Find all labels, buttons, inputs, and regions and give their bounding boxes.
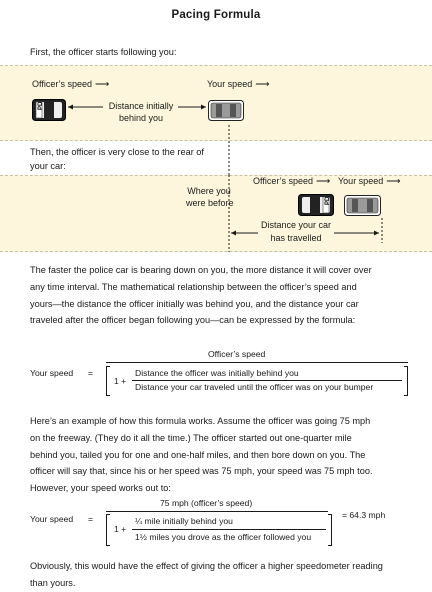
where-you-were-label: Where you were before [186, 186, 234, 208]
then-text: Then, the officer is very close to the rear of your car: [30, 147, 204, 171]
formula-2-inner-denominator: 1½ miles you drove as the officer followed you [135, 532, 312, 542]
formula-1-inner-fraction-bar [132, 380, 402, 381]
formula-1-bracket-right [404, 366, 408, 396]
formula-1-numerator: Officer’s speed [208, 349, 266, 359]
paragraph-3: Obviously, this would have the effect of giving the officer a higher speedometer reading than yours. [30, 561, 383, 588]
police-marking: PD [325, 196, 331, 205]
distance-travelled-label: Distance your car has travelled [260, 220, 332, 243]
formula-1-lhs: Your speed [30, 368, 74, 378]
formula-2-inner-fraction-bar [132, 529, 326, 530]
formula-2-numerator: 75 mph (officer’s speed) [160, 498, 253, 508]
paragraph-2: Here’s an example of how this formula works. Assume the officer was going 75 mph on the freeway. (They do it all the time.) The officer started out one-quarter mile behind you, tailed you for one and one-half miles, and then bore down on you. The officer will say that, since his or her speed was 75 mph, your speed was 75 mph too. However, your speed works out to: [30, 416, 373, 494]
intro-text: First, the officer starts following you: [30, 47, 177, 57]
formula-2-main-fraction-bar [106, 511, 328, 512]
arrow-right-icon: ⟶ [95, 79, 110, 90]
your-car-icon [344, 195, 381, 216]
police-car-icon [298, 194, 334, 216]
formula-1-equals: = [88, 368, 94, 378]
formula-2-result: = 64.3 mph [342, 510, 386, 520]
formula-2-lhs: Your speed [30, 514, 74, 524]
formula-2-one-plus: 1 + [114, 524, 127, 534]
your-car-icon [208, 100, 244, 121]
officer-speed-label-1: Officer’s speed ⟶ [32, 79, 110, 90]
formula-2-inner-numerator: ¼ mile initially behind you [135, 516, 233, 526]
formula-1-bracket-left [106, 366, 110, 396]
arrow-right-icon: ⟶ [386, 176, 401, 187]
your-speed-label-2: Your speed ⟶ [338, 176, 401, 187]
distance-initially-label: Distance initially behind you [108, 101, 174, 123]
formula-1-one-plus: 1 + [114, 376, 127, 386]
police-marking: PD [38, 101, 44, 110]
page-title: Pacing Formula [171, 9, 261, 21]
officer-speed-label-2: Officer’s speed ⟶ [253, 176, 331, 187]
arrow-right-icon: ⟶ [316, 176, 331, 187]
formula-1-inner-numerator: Distance the officer was initially behind you [135, 368, 299, 378]
paragraph-1: The faster the police car is bearing down on you, the more distance it will cover over any time interval. The mathematical relationship between the officer’s speed and yours—the distance the officer initially was behind you, and the distance your car traveled after the officer began following you—can be expressed by the formula: [30, 265, 372, 326]
police-car-icon [32, 99, 66, 121]
formula-2-equals: = [88, 514, 94, 524]
formula-1-main-fraction-bar [106, 362, 408, 363]
formula-1-inner-denominator: Distance your car traveled until the officer was on your bumper [135, 382, 374, 392]
your-speed-label-1: Your speed ⟶ [207, 79, 270, 90]
formula-2-bracket-right [328, 514, 332, 546]
formula-2-bracket-left [106, 514, 110, 546]
arrow-right-icon: ⟶ [255, 79, 270, 90]
